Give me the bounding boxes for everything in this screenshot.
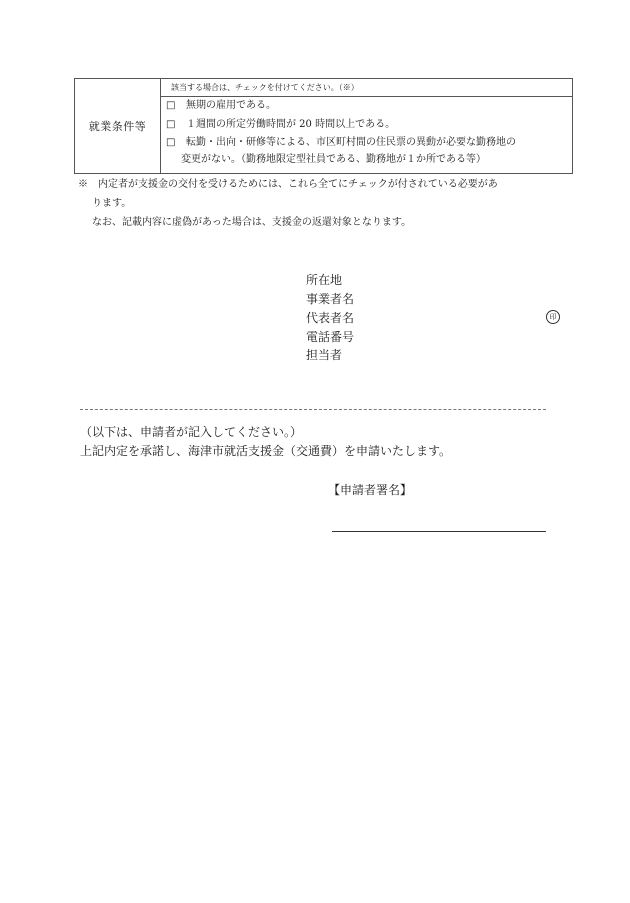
condition-item-relocation [161, 135, 516, 151]
seal-mark-icon: 印 [546, 310, 560, 324]
condition-item-hours [161, 117, 395, 133]
checkbox-permanent[interactable]: □ [166, 100, 176, 111]
condition-text-relocation: 転勤・出向・研修等による、市区町村間の住民票の異動が必要な勤務地の [186, 137, 516, 148]
applicant-declaration: 上記内定を承諾し、海津市就活支援金（交通費）を申請いたします。 [80, 444, 452, 458]
signature-title: 【申請者署名】 [328, 483, 413, 497]
representative-label: 代表者名 [306, 311, 355, 325]
cut-line-divider [80, 409, 546, 410]
condition-item-permanent [161, 98, 276, 114]
applicant-instruction: （以下は、申請者が記入してください。） [80, 425, 303, 439]
checkbox-relocation[interactable]: □ [166, 137, 176, 148]
signature-field[interactable] [332, 531, 546, 532]
checkbox-hours[interactable]: □ [166, 119, 176, 130]
contact-person-label: 担当者 [306, 348, 343, 362]
note-requirement: ※ 内定者が支援金の交付を受けるためには、これら全てにチェックが付されている必要があ [78, 179, 498, 190]
note-false-statement: なお、記載内容に虚偽があった場合は、支援金の返還対象となります。 [92, 217, 412, 228]
condition-text-relocation-continued: 変更がない。（勤務地限定型社員である、勤務地が１か所である等） [181, 154, 486, 165]
address-label: 所在地 [306, 273, 343, 287]
employment-conditions-table [74, 78, 573, 174]
business-name-label: 事業者名 [306, 292, 355, 306]
conditions-header: 該当する場合は、チェックを付けてください。（※） [161, 79, 572, 97]
condition-text-hours: １週間の所定労働時間が 20 時間以上である。 [186, 119, 396, 130]
condition-text-permanent: 無期の雇用である。 [186, 100, 276, 111]
note-requirement-continued: ります。 [92, 198, 132, 209]
phone-label: 電話番号 [306, 330, 355, 344]
conditions-label: 就業条件等 [75, 79, 161, 173]
